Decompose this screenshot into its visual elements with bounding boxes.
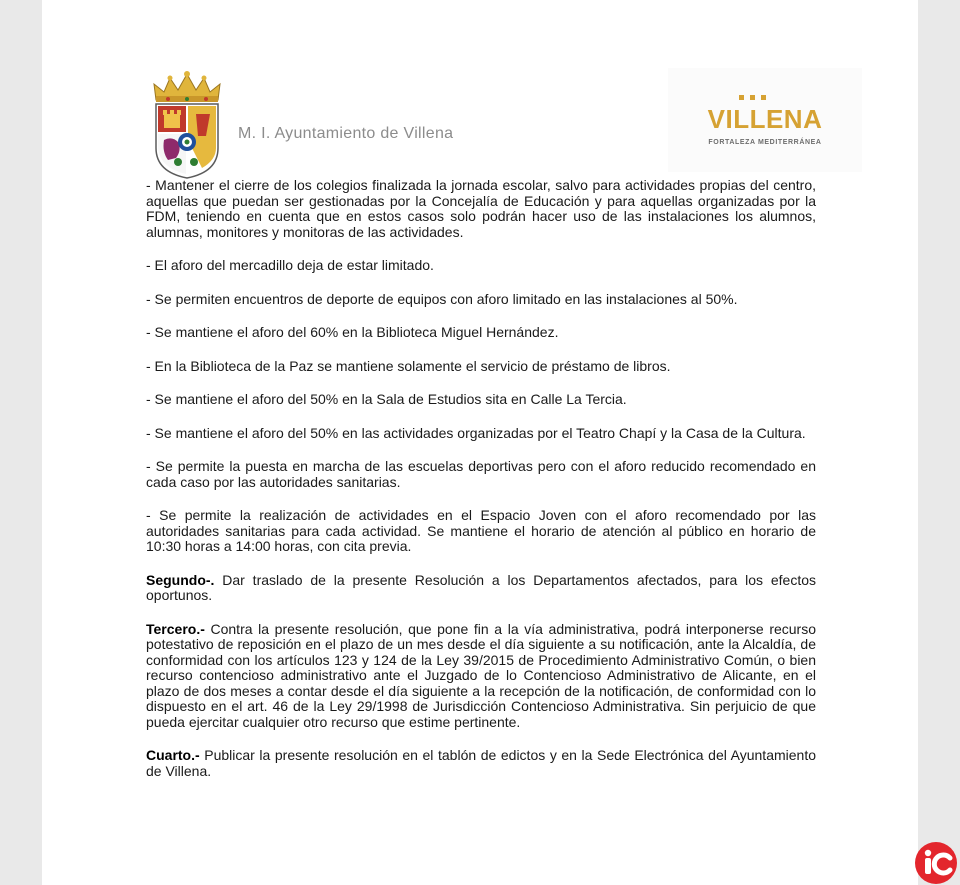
brand-tagline: FORTALEZA MEDITERRÁNEA <box>708 139 822 146</box>
paragraph-text: - Se permiten encuentros de deporte de equipos con aforo limitado en las instalaciones al 50%. <box>146 290 738 307</box>
resolution-body <box>146 178 816 797</box>
letterhead <box>146 68 866 180</box>
paragraph-text: - En la Biblioteca de la Paz se mantiene solamente el servicio de préstamo de libros. <box>146 357 671 374</box>
brand-name: VILLENA <box>707 104 823 134</box>
paragraph-lead: Segundo-. <box>146 571 215 588</box>
paragraph-text: - Mantener el cierre de los colegios finalizada la jornada escolar, salvo para actividades propias del centro, aquellas que puedan ser gestionadas por la Concejalía de Educación y para aquellas organizadas por la FDM, teniendo en cuenta que en estos casos solo podrán hacer uso de las instalaciones los alumnos, alumnas, monitores y monitoras de las actividades. <box>146 177 816 240</box>
ic-logo-icon[interactable] <box>914 841 958 885</box>
paragraph-item <box>146 292 816 308</box>
institution-name: M. I. Ayuntamiento de Villena <box>238 125 454 142</box>
paragraph-item <box>146 392 816 408</box>
paragraph-text: - Se mantiene el aforo del 50% en la Sala de Estudios sita en Calle La Tercia. <box>146 391 627 407</box>
paragraph-text: - Se mantiene el aforo del 60% en la Biblioteca Miguel Hernández. <box>146 324 559 340</box>
paragraph-text: - Se permite la realización de actividades en el Espacio Joven con el aforo recomendado por las autoridades sanitarias para cada actividad. Se mantiene el horario de atención al público en horario de 10:30 horas a 14:00 horas, con cita previa. <box>146 507 816 554</box>
document-page <box>42 0 918 885</box>
paragraph-text: - Se mantiene el aforo del 50% en las actividades organizadas por el Teatro Chapí y la Casa de la Cultura. <box>146 424 806 441</box>
paragraph-text: - Se permite la puesta en marcha de las escuelas deportivas pero con el aforo reducido recomendado en cada caso por las autoridades sanitarias. <box>146 458 816 490</box>
paragraph-item <box>146 359 816 375</box>
paragraph-item <box>146 459 816 490</box>
paragraph-item <box>146 258 816 274</box>
brand-logo <box>668 68 862 172</box>
paragraph-tercero <box>146 622 816 731</box>
paragraph-text: Dar traslado de la presente Resolución a los Departamentos afectados, para los efectos oportunos. <box>146 571 816 603</box>
paragraph-segundo <box>146 573 816 604</box>
paragraph-text: Publicar la presente resolución en el tablón de edictos y en la Sede Electrónica del Ayuntamiento de Villena. <box>146 747 816 779</box>
paragraph-cuarto <box>146 748 816 779</box>
paragraph-item <box>146 325 816 341</box>
paragraph-item <box>146 178 816 240</box>
coat-of-arms-icon <box>148 70 226 180</box>
brand-dots-icon <box>738 95 768 101</box>
paragraph-text: Contra la presente resolución, que pone fin a la vía administrativa, podrá interponerse recurso potestativo de reposición en el plazo de un mes desde el día siguiente a su notificación, ante la Alcaldía, de conformidad con los artículos 123 y 124 de la Ley 39/2015 de Procedimiento Administrativo Común, o bien recurso contencioso administrativo ante el Juzgado de lo Contencioso Administrativo de Alicante, en el plazo de dos meses a contar desde el día siguiente a la recepción de la notificación, de conformidad con lo dispuesto en el art. 46 de la Ley 29/1998 de Jurisdicción Contencioso Administrativa. Sin perjuicio de que pueda ejercitar cualquier otro recurso que estime pertinente. <box>146 620 816 730</box>
paragraph-text: - El aforo del mercadillo deja de estar limitado. <box>146 257 434 273</box>
paragraph-lead: Cuarto.- <box>146 747 200 763</box>
paragraph-lead: Tercero.- <box>146 620 205 637</box>
paragraph-item <box>146 426 816 442</box>
paragraph-item <box>146 508 816 555</box>
